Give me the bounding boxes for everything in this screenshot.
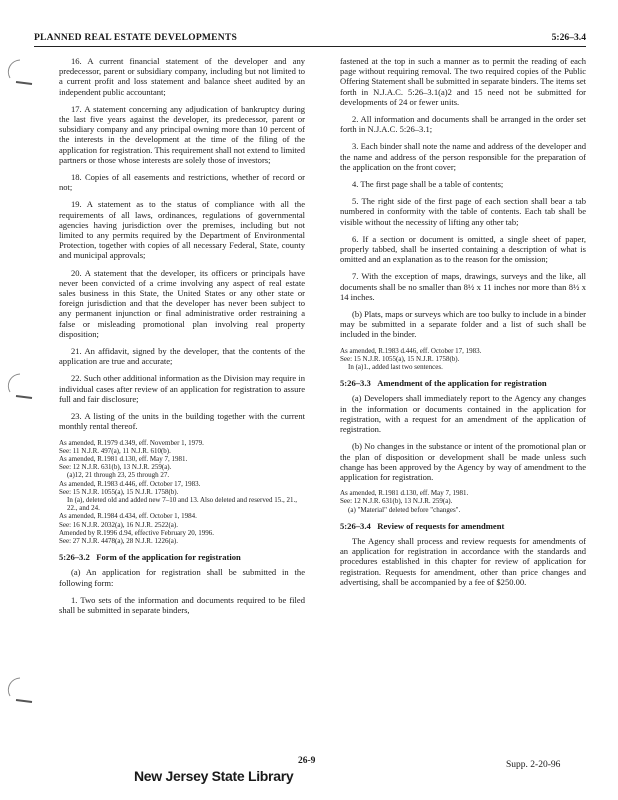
history-note: [340, 489, 586, 514]
header-section-ref: 5:26–3.4: [551, 32, 586, 43]
history-line: In (a)1., added last two sentences.: [348, 363, 443, 372]
paragraph-4: 4. The first page shall be a table of contents;: [352, 179, 504, 190]
paragraph-22: 22. Such other additional information as the Division may require in individual cases after review of an application for registration to assure full and fair disclosure;: [59, 373, 305, 404]
history-note: [340, 347, 586, 372]
section-number: 5:26–3.3: [340, 378, 371, 389]
left-column: [59, 56, 305, 622]
paragraph-3-4: The Agency shall process and review requests for amendments of an application for registration in accordance with the standards and procedures established in this chapter for review of application for registration. Requests for amendment, other than price changes and advertising, shall be accompanied by a fee of $250.00.: [340, 535, 586, 587]
paragraph-3-3-a: (a) Developers shall immediately report to the Agency any changes in the information or documents contained in the application for registration, with a request for an amendment of the application of registration.: [340, 393, 586, 435]
history-line: See: 15 N.J.R. 1055(a), 15 N.J.R. 1758(b).: [340, 354, 460, 363]
section-heading-3-4: [340, 521, 586, 531]
section-number: 5:26–3.4: [340, 520, 371, 531]
library-stamp: New Jersey State Library: [134, 768, 294, 784]
paragraph-2: 2. All information and documents shall be arranged in the order set forth in N.J.A.C. 5:26–3.1;: [340, 114, 586, 135]
binder-hole-mark: [6, 372, 34, 400]
history-line: As amended, R.1984 d.434, eff. October 1, 1984.: [59, 512, 197, 521]
history-line: As amended, R.1983 d.446, eff. October 17, 1983.: [59, 479, 201, 488]
history-line: See: 12 N.J.R. 631(b), 13 N.J.R. 259(a).: [59, 463, 172, 472]
binder-hole-mark: [6, 676, 34, 704]
history-line: As amended, R.1981 d.130, eff. May 7, 1981.: [340, 489, 469, 498]
history-line: In (a), deleted old and added new 7–10 and 13. Also deleted and reserved 15., 21., 22., and 24.: [67, 495, 297, 513]
history-note: [59, 439, 305, 546]
paragraph-b: (b) Plats, maps or surveys which are too bulky to include in a binder may be submitted in a separate folder and a list of such shall be included in the binder.: [340, 309, 586, 340]
history-line: As amended, R.1981 d.130, eff. May 7, 1981.: [59, 454, 188, 463]
paragraph-17: 17. A statement concerning any adjudication of bankruptcy during the last five years against the developer, its predecessor, parent or subsidiary company and any principal owning more than 10 percent of the interests in the development at the time of the filing of the application for registration. This requirement shall not extend to limited partners or those whose interests are solely those of investors;: [59, 103, 305, 165]
paragraph-20: 20. A statement that the developer, its officers or principals have never been convicted of a crime involving any aspect of real estate sales business in this State, the United States or any other state or foreign jurisdiction and that the developer has never been subject to any permanent injunction or final administrative order restraining a false or misleading promotional plan involving real property disposition;: [59, 267, 305, 339]
paragraph-19: 19. A statement as to the status of compliance with all the requirements of all laws, ordinances, regulations of governmental agencies having jurisdiction over the premises, including but not limited to any permits required by the Department of Environmental Protection, together with copies of all necessary Federal, State, county and municipal approvals;: [59, 199, 305, 261]
paragraph-18: 18. Copies of all easements and restrictions, whether of record or not;: [59, 172, 305, 193]
paragraph-3-3-b: (b) No changes in the substance or intent of the promotional plan or the plan of disposition or development shall be made unless such change has been approved by the Agency by way of amendment to the application for registration.: [340, 441, 586, 482]
section-title: Review of requests for amendment: [377, 520, 505, 531]
history-line: See: 12 N.J.R. 631(b), 13 N.J.R. 259(a).: [340, 497, 453, 506]
paragraph-5: 5. The right side of the first page of each section shall bear a tab numbered in conformity with the table of contents. Each tab shall be visible without the necessity of lifting any other tab;: [340, 196, 586, 227]
paragraph-23: 23. A listing of the units in the building together with the current monthly rental thereof.: [59, 411, 305, 432]
history-line: See: 16 N.J.R. 2032(a), 16 N.J.R. 2522(a).: [59, 520, 178, 529]
paragraph-21: 21. An affidavit, signed by the developer, that the contents of the application are true and accurate;: [59, 346, 305, 367]
supplement-date: Supp. 2-20-96: [506, 760, 561, 770]
running-header: [34, 32, 586, 47]
history-line: Amended by R.1996 d.94, effective February 20, 1996.: [59, 528, 215, 537]
history-line: (a)12, 21 through 23, 25 through 27.: [67, 471, 170, 480]
paragraph-16: 16. A current financial statement of the developer and any predecessor, parent or subsidiary company, including but not limited to a current profit and loss statement and balance sheet audited by an independent public accountant;: [59, 56, 305, 97]
paragraph-continued: fastened at the top in such a manner as to permit the reading of each page without requiring removal. The two required copies of the Public Offering Statement shall be submitted in separate binders. The items set forth in N.J.A.C. 5:26–3.1(a)2 and 15 need not be submitted for developments of 24 or fewer units.: [340, 56, 586, 107]
section-title: Amendment of the application for registration: [377, 378, 547, 389]
history-line: See: 11 N.J.R. 497(a), 11 N.J.R. 610(b).: [59, 446, 171, 455]
section-title: Form of the application for registration: [96, 552, 241, 563]
history-line: See: 27 N.J.R. 4478(a), 28 N.J.R. 1226(a).: [59, 536, 178, 545]
paragraph-6: 6. If a section or document is omitted, a single sheet of paper, properly tabbed, shall be inserted containing a description of what is omitted and an explanation as to the reason for the omission;: [340, 233, 586, 265]
section-heading-3-2: [59, 552, 305, 562]
section-heading-3-3: [340, 378, 586, 388]
history-line: As amended, R.1983 d.446, eff. October 17, 1983.: [340, 346, 482, 355]
paragraph-3-2-a: (a) An application for registration shall be submitted in the following form:: [59, 567, 305, 588]
history-line: (a) "Material" deleted before "changes".: [348, 505, 461, 514]
paragraph-3: 3. Each binder shall note the name and address of the developer and the name and address of the person responsible for the preparation of the application on the front cover;: [340, 141, 586, 172]
history-line: See: 15 N.J.R. 1055(a), 15 N.J.R. 1758(b).: [59, 487, 179, 496]
header-title: PLANNED REAL ESTATE DEVELOPMENTS: [34, 32, 238, 43]
paragraph-3-2-a-1: 1. Two sets of the information and documents required to be filed shall be submitted in separate binders,: [59, 594, 305, 615]
page-number: 26-9: [298, 756, 316, 766]
history-line: As amended, R.1979 d.349, eff. November 1, 1979.: [59, 438, 204, 447]
right-column: [340, 56, 586, 594]
paragraph-7: 7. With the exception of maps, drawings, surveys and the like, all documents shall be no smaller than 8½ x 11 inches nor more than 8½ x 14 inches.: [340, 271, 586, 302]
binder-hole-mark: [6, 58, 34, 86]
section-number: 5:26–3.2: [59, 552, 90, 563]
